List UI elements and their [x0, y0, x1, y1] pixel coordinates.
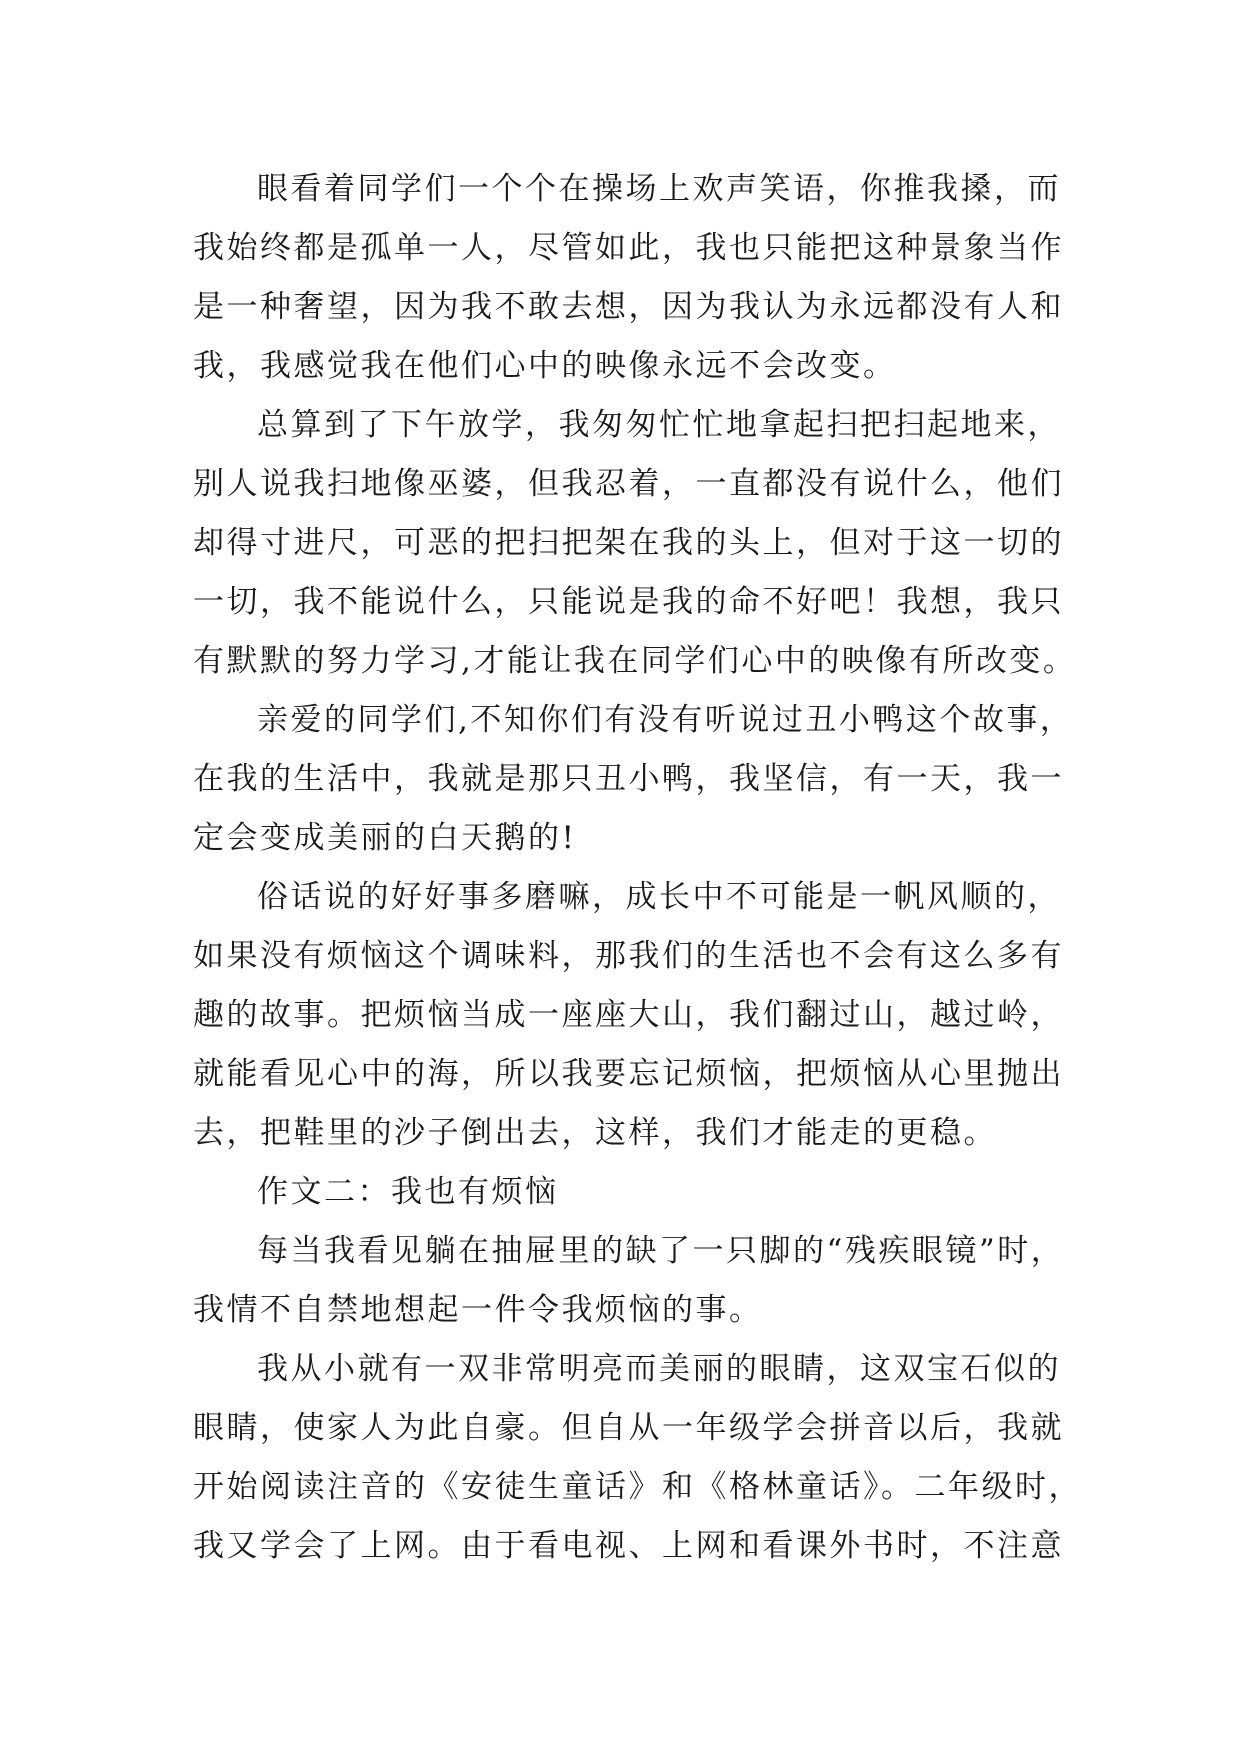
text-line: 定会变成美丽的白天鹅的!	[193, 820, 577, 856]
paragraph	[193, 1222, 1065, 1340]
text-line: 眼看着同学们一个个在操场上欢声笑语，你推我搡，而	[257, 171, 1061, 207]
text-line: 如果没有烦恼这个调味料，那我们的生活也不会有这么多有	[193, 938, 1064, 974]
text-line: 我情不自禁地想起一件令我烦恼的事。	[193, 1292, 763, 1328]
paragraph	[193, 396, 1077, 691]
text-line: 趣的故事。把烦恼当成一座座大山，我们翻过山，越过岭，	[193, 997, 1064, 1033]
text-line: 有默默的努力学习,才能让我在同学们心中的映像有所改变。	[193, 643, 1077, 679]
text-line: 开始阅读注音的《安徒生童话》和《格林童话》。二年级时，	[193, 1469, 1082, 1505]
heading-line: 作文二：我也有烦恼	[257, 1174, 559, 1210]
text-line: 我从小就有一双非常明亮而美丽的眼睛，这双宝石似的	[257, 1351, 1061, 1387]
text-line: 总算到了下午放学，我匆匆忙忙地拿起扫把扫起地来，	[257, 407, 1061, 443]
text-line: 眼睛，使家人为此自豪。但自从一年级学会拼音以后，我就	[193, 1410, 1064, 1446]
paragraph	[193, 691, 1074, 868]
essay-body	[193, 160, 1082, 1576]
text-line: 我，我感觉我在他们心中的映像永远不会改变。	[193, 348, 897, 384]
paragraph	[193, 868, 1064, 1163]
text-line: 我又学会了上网。由于看电视、上网和看课外书时，不注意	[193, 1528, 1064, 1564]
paragraph	[193, 1340, 1082, 1576]
text-line: 是一种奢望，因为我不敢去想，因为我认为永远都没有人和	[193, 289, 1064, 325]
text-line: 俗话说的好好事多磨嘛，成长中不可能是一帆风顺的，	[257, 879, 1061, 915]
text-line: 一切，我不能说什么，只能说是我的命不好吧！我想，我只	[193, 584, 1064, 620]
section-heading	[193, 1163, 1058, 1222]
text-line: 亲爱的同学们,不知你们有没有听说过丑小鸭这个故事，	[257, 702, 1074, 738]
text-line: 在我的生活中，我就是那只丑小鸭，我坚信，有一天，我一	[193, 761, 1064, 797]
text-line: 就能看见心中的海，所以我要忘记烦恼，把烦恼从心里抛出	[193, 1056, 1064, 1092]
text-line: 去，把鞋里的沙子倒出去，这样，我们才能走的更稳。	[193, 1115, 997, 1151]
text-line: 我始终都是孤单一人，尽管如此，我也只能把这种景象当作	[193, 230, 1064, 266]
text-line: 每当我看见躺在抽屉里的缺了一只脚的“残疾眼镜”时，	[257, 1233, 1065, 1269]
text-line: 别人说我扫地像巫婆，但我忍着，一直都没有说什么，他们	[193, 466, 1064, 502]
text-line: 却得寸进尺，可恶的把扫把架在我的头上，但对于这一切的	[193, 525, 1064, 561]
paragraph	[193, 160, 1064, 396]
